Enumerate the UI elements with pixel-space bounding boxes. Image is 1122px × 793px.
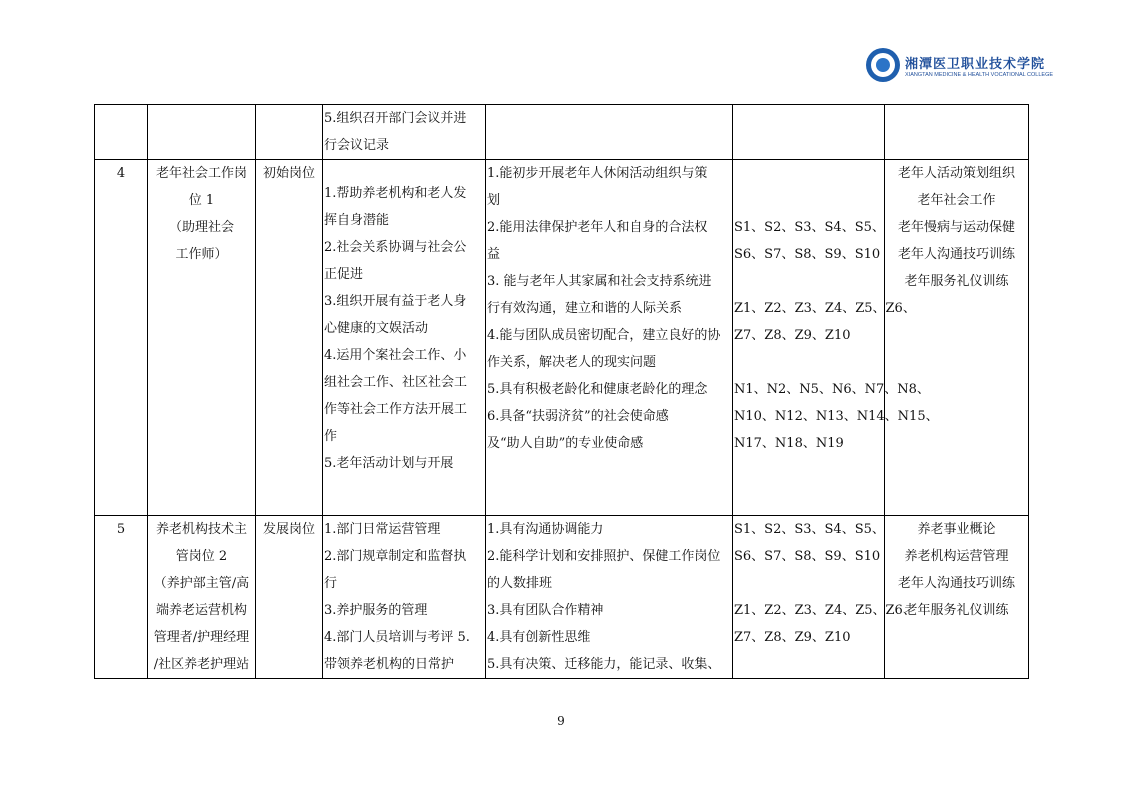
logo-chinese-name: 湘潭医卫职业技术学院 <box>905 56 1046 72</box>
task-line: 1.帮助养老机构和老人发 <box>324 186 467 201</box>
ability-line: 4.能与团队成员密切配合，建立良好的协 <box>487 328 721 343</box>
task-line: 5.老年活动计划与开展 <box>324 456 454 471</box>
table-row <box>95 105 1029 160</box>
task-line: 作 <box>324 429 338 444</box>
ability-codes <box>733 160 939 516</box>
post-name-line: （养护部主管/高 <box>153 576 250 591</box>
row-number <box>95 105 148 160</box>
ability-line: 4.具有创新性思维 <box>487 630 591 645</box>
college-emblem-icon <box>866 48 900 82</box>
code-line: N10、N12、N13、N14、N15、 <box>734 409 939 424</box>
task-line: 行会议记录 <box>324 138 390 153</box>
code-line: Z7、Z8、Z9、Z10 <box>734 630 851 645</box>
post-ability-table <box>94 104 1029 679</box>
logo-text <box>905 53 1053 78</box>
post-name-line: 管理者/护理经理 <box>153 630 250 645</box>
task-line: 组社会工作、社区社会工 <box>324 375 468 390</box>
ability-requirements <box>486 105 733 160</box>
code-line <box>734 268 883 295</box>
code-line <box>734 570 883 597</box>
work-tasks <box>323 105 486 160</box>
post-name <box>148 516 256 679</box>
task-line: 3.养护服务的管理 <box>324 603 428 618</box>
task-line: 1.部门日常运营管理 <box>324 522 441 537</box>
post-type <box>256 105 323 160</box>
course-line: 老年人活动策划组织 <box>897 166 1015 181</box>
task-line: 3.组织开展有益于老人身 <box>324 294 467 309</box>
course-line: 老年人沟通技巧训练 <box>897 247 1015 262</box>
post-name-line: 管岗位 2 <box>175 549 228 564</box>
ability-line: 及“助人自助”的专业使命感 <box>487 436 644 451</box>
post-type: 发展岗位 <box>256 516 323 679</box>
course-line: 养老机构运营管理 <box>904 549 1009 564</box>
courses <box>885 516 1029 679</box>
task-line: 4.运用个案社会工作、小 <box>324 348 467 363</box>
ability-line: 3.具有团队合作精神 <box>487 603 604 618</box>
post-name-line: 位 1 <box>188 193 215 208</box>
row-number: 4 <box>95 160 148 516</box>
code-line <box>734 187 883 214</box>
task-line: 5.组织召开部门会议并进 <box>324 111 467 126</box>
code-line: Z7、Z8、Z9、Z10 <box>734 328 851 343</box>
task-line: 正促进 <box>324 267 364 282</box>
ability-requirements <box>486 160 733 516</box>
code-line: Z1、Z2、Z3、Z4、Z5、Z6、 <box>734 301 916 316</box>
ability-line: 1.能初步开展老年人休闲活动组织与策 <box>487 166 708 181</box>
code-line: S1、S2、S3、S4、S5、 <box>734 522 885 537</box>
ability-line: 6.具备“扶弱济贫”的社会使命感 <box>487 409 669 424</box>
ability-line: 划 <box>487 193 501 208</box>
task-line: 挥自身潜能 <box>324 213 390 228</box>
courses <box>885 105 1029 160</box>
ability-line: 的人数排班 <box>487 576 553 591</box>
post-name <box>148 105 256 160</box>
course-line: 老年人沟通技巧训练 <box>897 576 1015 591</box>
ability-line: 2.能用法律保护老年人和自身的合法权 <box>487 220 708 235</box>
course-line: 老年服务礼仪训练 <box>904 274 1009 289</box>
task-line: 2.部门规章制定和监督执 <box>324 549 467 564</box>
ability-requirements <box>486 516 733 679</box>
ability-line: 5.具有积极老龄化和健康老龄化的理念 <box>487 382 708 397</box>
ability-line: 2.能科学计划和安排照护、保健工作岗位 <box>487 549 721 564</box>
task-line: 4.部门人员培训与考评 5. <box>324 630 470 645</box>
post-name <box>148 160 256 516</box>
row-number: 5 <box>95 516 148 679</box>
ability-line: 1.具有沟通协调能力 <box>487 522 604 537</box>
course-line: 老年慢病与运动保健 <box>897 220 1015 235</box>
post-name-line: /社区养老护理站 <box>153 657 250 672</box>
table-row <box>95 160 1029 516</box>
code-line: S1、S2、S3、S4、S5、 <box>734 220 885 235</box>
ability-codes <box>733 516 916 679</box>
code-line: S6、S7、S8、S9、S10 <box>734 247 881 262</box>
task-line: 2.社会关系协调与社会公 <box>324 240 467 255</box>
ability-line: 行有效沟通，建立和谐的人际关系 <box>487 301 683 316</box>
course-line: 养老事业概论 <box>917 522 996 537</box>
code-line <box>734 651 883 678</box>
code-line: S6、S7、S8、S9、S10 <box>734 549 881 564</box>
courses <box>885 160 1029 516</box>
ability-line: 5.具有决策、迁移能力，能记录、收集、 <box>487 657 721 672</box>
work-tasks <box>323 516 486 679</box>
task-line: 心健康的文娱活动 <box>324 321 429 336</box>
post-type: 初始岗位 <box>256 160 323 516</box>
post-name-line: 老年社会工作岗 <box>155 166 247 181</box>
post-name-line: 端养老运营机构 <box>155 603 247 618</box>
code-line: N17、N18、N19 <box>734 436 844 451</box>
task-line: 作等社会工作方法开展工 <box>324 402 468 417</box>
post-name-line: 养老机构技术主 <box>155 522 247 537</box>
code-line: N1、N2、N5、N6、N7、N8、 <box>734 382 930 397</box>
ability-line: 益 <box>487 247 501 262</box>
task-line: 带领养老机构的日常护 <box>324 657 455 672</box>
post-name-line: （助理社会 <box>168 220 234 235</box>
logo-english-name: XIANGTAN MEDICINE & HEALTH VOCATIONAL COLLEGE <box>905 71 1054 78</box>
ability-line: 3. 能与老年人其家属和社会支持系统进 <box>487 274 712 289</box>
ability-line: 作关系，解决老人的现实问题 <box>487 355 657 370</box>
course-line: 老年服务礼仪训练 <box>904 603 1009 618</box>
code-line: Z1、Z2、Z3、Z4、Z5、Z6、 <box>734 603 916 618</box>
post-name-line: 工作师） <box>175 247 228 262</box>
code-line <box>734 160 883 187</box>
table-row <box>95 516 1029 679</box>
task-line: 行 <box>324 576 338 591</box>
code-line <box>734 349 883 376</box>
page-number: 9 <box>557 714 565 728</box>
ability-codes <box>733 105 885 160</box>
course-line: 老年社会工作 <box>917 193 996 208</box>
work-tasks <box>323 160 486 516</box>
college-logo <box>866 46 1054 84</box>
